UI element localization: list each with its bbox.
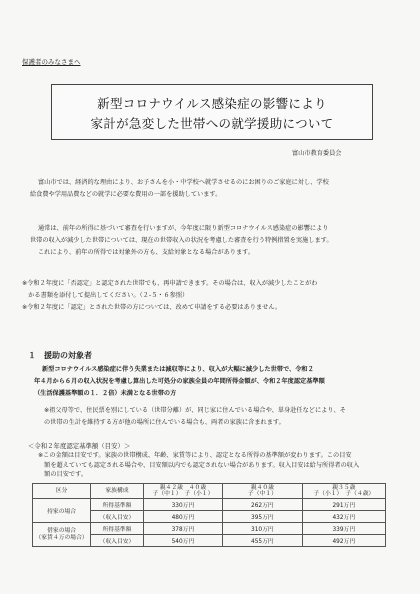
item-cell: 所得基準額 (91, 523, 144, 535)
value-cell: 378万円 (143, 523, 222, 535)
issuer-label: 富山市教育委員会 (292, 150, 342, 157)
criteria-table (32, 483, 386, 547)
item-cell: （収入目安） (91, 535, 144, 547)
section-note-line: ※祖父母等で、住民票を別にしている（世帯分離）が、同じ家に住んでいる場合や、単身赴任などにより、そ (44, 407, 346, 414)
intro-paragraph (30, 177, 329, 201)
intro-line: 富山市では、経済的な理由により、お子さんを小・中学校へ就学させるのにお困りのご家庭に対し、学校 (38, 179, 329, 186)
col-header: 家族構成 (91, 484, 144, 499)
value-cell: 540万円 (143, 535, 222, 547)
note-line: かる書類を添付して提出してください。（２-５・６参照） (22, 292, 189, 299)
notes-paragraph (22, 278, 318, 314)
note-line: ※令和２年度に「認定」とされた世帯の方については、改めて申請をする必要はありません。 (22, 304, 282, 311)
section-notes (44, 405, 346, 429)
group-cell: 借家の場合 （家賃４万の場合） (33, 523, 91, 547)
table-row (33, 499, 386, 511)
section-body (34, 364, 325, 400)
normal-line: 通常は、前年の所得に基づいて審査を行いますが、今年度に限り新型コロナウイルス感染症の影響により (38, 225, 329, 232)
criteria-note-line: ※この金額は目安です。家族の世帯構成、年齢、家賃等により、認定となる所得の基準額が変わります。この目安 (38, 452, 352, 459)
criteria-heading: ＜令和２年度認定基準額（目安）＞ (28, 442, 131, 450)
value-cell: 291万円 (302, 499, 385, 511)
table-header-row (33, 484, 386, 499)
normal-paragraph (30, 223, 333, 259)
section-line: 新型コロナウイルス感染症に伴う失業または減収等により、収入が大幅に減少した世帯で、令和２ (42, 366, 314, 373)
value-cell: 262万円 (223, 499, 302, 511)
col-header: 親４０歳 子（中１） (223, 484, 302, 499)
normal-line: 世帯の収入が減少した世帯については、現在の世帯収入の状況を考慮した審査を行う特例措置を実施します。 (30, 237, 333, 244)
value-cell: 432万円 (302, 511, 385, 523)
col-header: 親３５歳 子（小１） 子（４歳） (302, 484, 385, 499)
normal-line: これにより、前年の所得では対象外の方も、支給対象となる場合があります。 (38, 249, 255, 256)
value-cell: 480万円 (143, 511, 222, 523)
section-note-line: の世帯の生計を維持する方が他の場所に住んでいる場合も、両者の家族に含まれます。 (44, 419, 285, 426)
table-row (33, 523, 386, 535)
title-line-1: 新型コロナウイルス感染症の影響により (97, 96, 327, 111)
intro-line: 給食費や学用品費などの就学に必要な費用の一部を援助しています。 (30, 191, 222, 198)
addressee-label: 保護者のみなさまへ (22, 58, 81, 66)
item-cell: 所得基準額 (91, 499, 144, 511)
item-cell: （収入目安） (91, 511, 144, 523)
value-cell: 339万円 (302, 523, 385, 535)
section-heading: １ 援助の対象者 (28, 351, 92, 360)
title-box (51, 84, 373, 140)
value-cell: 455万円 (223, 535, 302, 547)
value-cell: 492万円 (302, 535, 385, 547)
title-line-2: 家計が急変した世帯への就学援助について (90, 116, 334, 131)
criteria-note-line: 額の目安です。 (38, 471, 88, 478)
note-line: ※令和２年度に「否認定」と認定された世帯でも、再申請できます。その場合は、収入が減少したことがわ (22, 280, 318, 287)
section-line: 年４月から６月の収入状況を考慮し算出した可処分の家族全員の年間所得金額が、令和２年度認定基準額 (34, 378, 325, 385)
col-header: 区分 (33, 484, 91, 499)
criteria-note-line: 額を超えていても認定される場合や、目安額以内でも認定されない場合があります。収入目安は給与所得者の収入 (38, 461, 360, 469)
value-cell: 330万円 (143, 499, 222, 511)
group-cell: 持家の場合 (33, 499, 91, 523)
value-cell: 395万円 (223, 511, 302, 523)
value-cell: 310万円 (223, 523, 302, 535)
col-header: 親４２歳 ４０歳 子（中１） 子（小１） (143, 484, 222, 499)
criteria-notes (38, 451, 359, 480)
section-line: （生活保護基準額の１．２倍）未満となる世帯の方 (34, 390, 177, 397)
